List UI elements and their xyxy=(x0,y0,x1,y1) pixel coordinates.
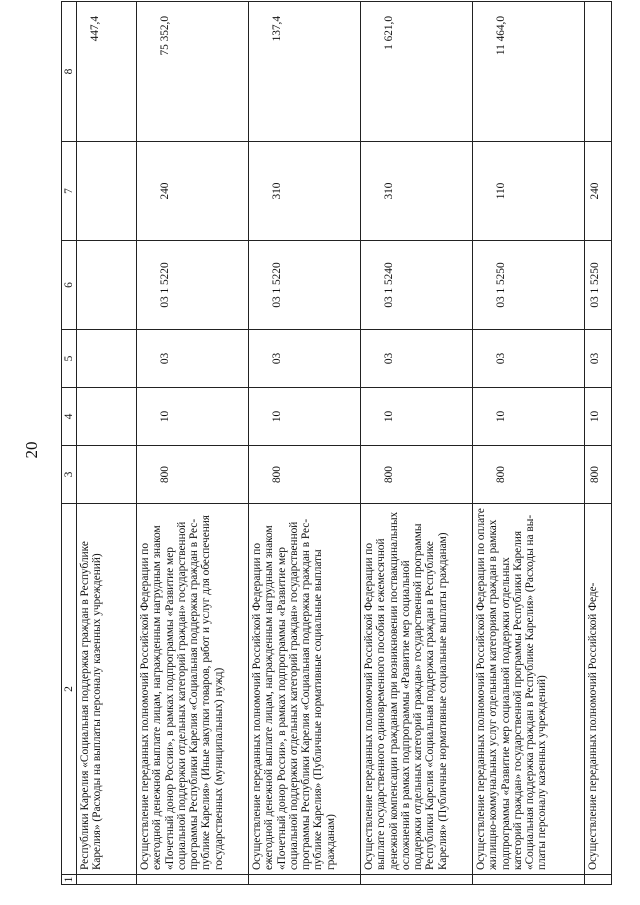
table-row xyxy=(137,2,249,885)
row-amount xyxy=(585,2,612,142)
row-admin-code: 800 xyxy=(473,446,585,504)
row-target-article: 03 1 5240 xyxy=(361,241,473,330)
row-admin-code: 800 xyxy=(137,446,249,504)
row-expense-type: 240 xyxy=(137,142,249,241)
table-row xyxy=(361,2,473,885)
row-subsection: 03 xyxy=(249,330,361,388)
row-amount: 11 464,0 xyxy=(473,2,585,142)
page-number: 20 xyxy=(22,441,41,459)
row-cell-blank xyxy=(77,875,137,885)
row-amount: 1 621,0 xyxy=(361,2,473,142)
rotated-page xyxy=(61,10,612,885)
row-expense-type: 310 xyxy=(361,142,473,241)
row-cell-blank xyxy=(137,875,249,885)
column-number: 3 xyxy=(62,446,77,504)
row-target-article xyxy=(77,241,137,330)
row-cell-blank xyxy=(585,875,612,885)
column-number-row xyxy=(62,2,77,885)
row-section xyxy=(77,388,137,446)
row-target-article: 03 1 5250 xyxy=(585,241,612,330)
row-expense-type: 240 xyxy=(585,142,612,241)
row-target-article: 03 1 5220 xyxy=(249,241,361,330)
row-description: Осуществление переданных полномочий Российской Феде- xyxy=(585,504,612,875)
column-number: 7 xyxy=(62,142,77,241)
row-admin-code: 800 xyxy=(249,446,361,504)
row-subsection: 03 xyxy=(137,330,249,388)
row-section: 10 xyxy=(361,388,473,446)
column-number: 8 xyxy=(62,2,77,142)
row-description: Осуществление переданных полномочий Российской Федерации по выплате государственного единовременного пособия и ежемесячной денежной компенсации гражданам при возникновении поствакцинальных осложнений в рамках подпрограммы «Развитие мер социальной поддержки отдельных категорий граждан» государственной программы Республики Карелия «Социальная поддержка граждан в Республике Карелия» (Публичные нормативные социальные выплаты гражданам) xyxy=(361,504,473,875)
table-row xyxy=(77,2,137,885)
row-expense-type xyxy=(77,142,137,241)
row-cell-blank xyxy=(249,875,361,885)
row-subsection: 03 xyxy=(361,330,473,388)
row-subsection xyxy=(77,330,137,388)
row-section: 10 xyxy=(585,388,612,446)
row-expense-type: 110 xyxy=(473,142,585,241)
row-description: Республики Карелия «Социальная поддержка граждан в Республике Карелия» (Расходы на выплаты персоналу казенных учреждений) xyxy=(77,504,137,875)
row-subsection: 03 xyxy=(585,330,612,388)
row-description: Осуществление переданных полномочий Российской Федерации по оплате жилищно-коммунальных услуг отдельным категориям граждан в рамках подпрограммы «Развитие мер социальной поддержки отдельных категорий граждан» государственной программы Республики Карелия «Социальная поддержка граждан в Республике Карелия» (Расходы на выплаты персоналу казенных учреждений) xyxy=(473,504,585,875)
row-admin-code: 800 xyxy=(361,446,473,504)
row-amount: 447,4 xyxy=(77,2,137,142)
row-description: Осуществление переданных полномочий Российской Федерации по ежегодной денежной выплате лицам, награжденным нагрудным знаком «Почетный донор России», в рамках подпрограммы «Развитие мер социальной поддержки отдельных категорий граждан» государственной программы Республики Карелия «Социальная поддержка граждан в Республике Карелия» (Иные закупки товаров, работ и услуг для обеспечения государственных (муниципальных) нужд) xyxy=(137,504,249,875)
row-section: 10 xyxy=(249,388,361,446)
row-description: Осуществление переданных полномочий Российской Федерации по ежегодной денежной выплате лицам, награжденным нагрудным знаком «Почетный донор России», в рамках подпрограммы «Развитие мер социальной поддержки отдельных категорий граждан» государственной программы Республики Карелия «Социальная поддержка граждан в Республике Карелия» (Публичные нормативные социальные выплаты гражданам) xyxy=(249,504,361,875)
column-number: 1 xyxy=(62,875,77,885)
column-number: 4 xyxy=(62,388,77,446)
column-number: 6 xyxy=(62,241,77,330)
row-expense-type: 310 xyxy=(249,142,361,241)
row-target-article: 03 1 5250 xyxy=(473,241,585,330)
row-section: 10 xyxy=(473,388,585,446)
row-admin-code xyxy=(77,446,137,504)
table-row xyxy=(585,2,612,885)
row-subsection: 03 xyxy=(473,330,585,388)
table-row xyxy=(249,2,361,885)
column-number: 2 xyxy=(62,504,77,875)
row-amount: 75 352,0 xyxy=(137,2,249,142)
row-section: 10 xyxy=(137,388,249,446)
row-cell-blank xyxy=(473,875,585,885)
column-number: 5 xyxy=(62,330,77,388)
row-amount: 137,4 xyxy=(249,2,361,142)
row-target-article: 03 1 5220 xyxy=(137,241,249,330)
budget-table xyxy=(61,1,612,885)
row-cell-blank xyxy=(361,875,473,885)
row-admin-code: 800 xyxy=(585,446,612,504)
table-row xyxy=(473,2,585,885)
